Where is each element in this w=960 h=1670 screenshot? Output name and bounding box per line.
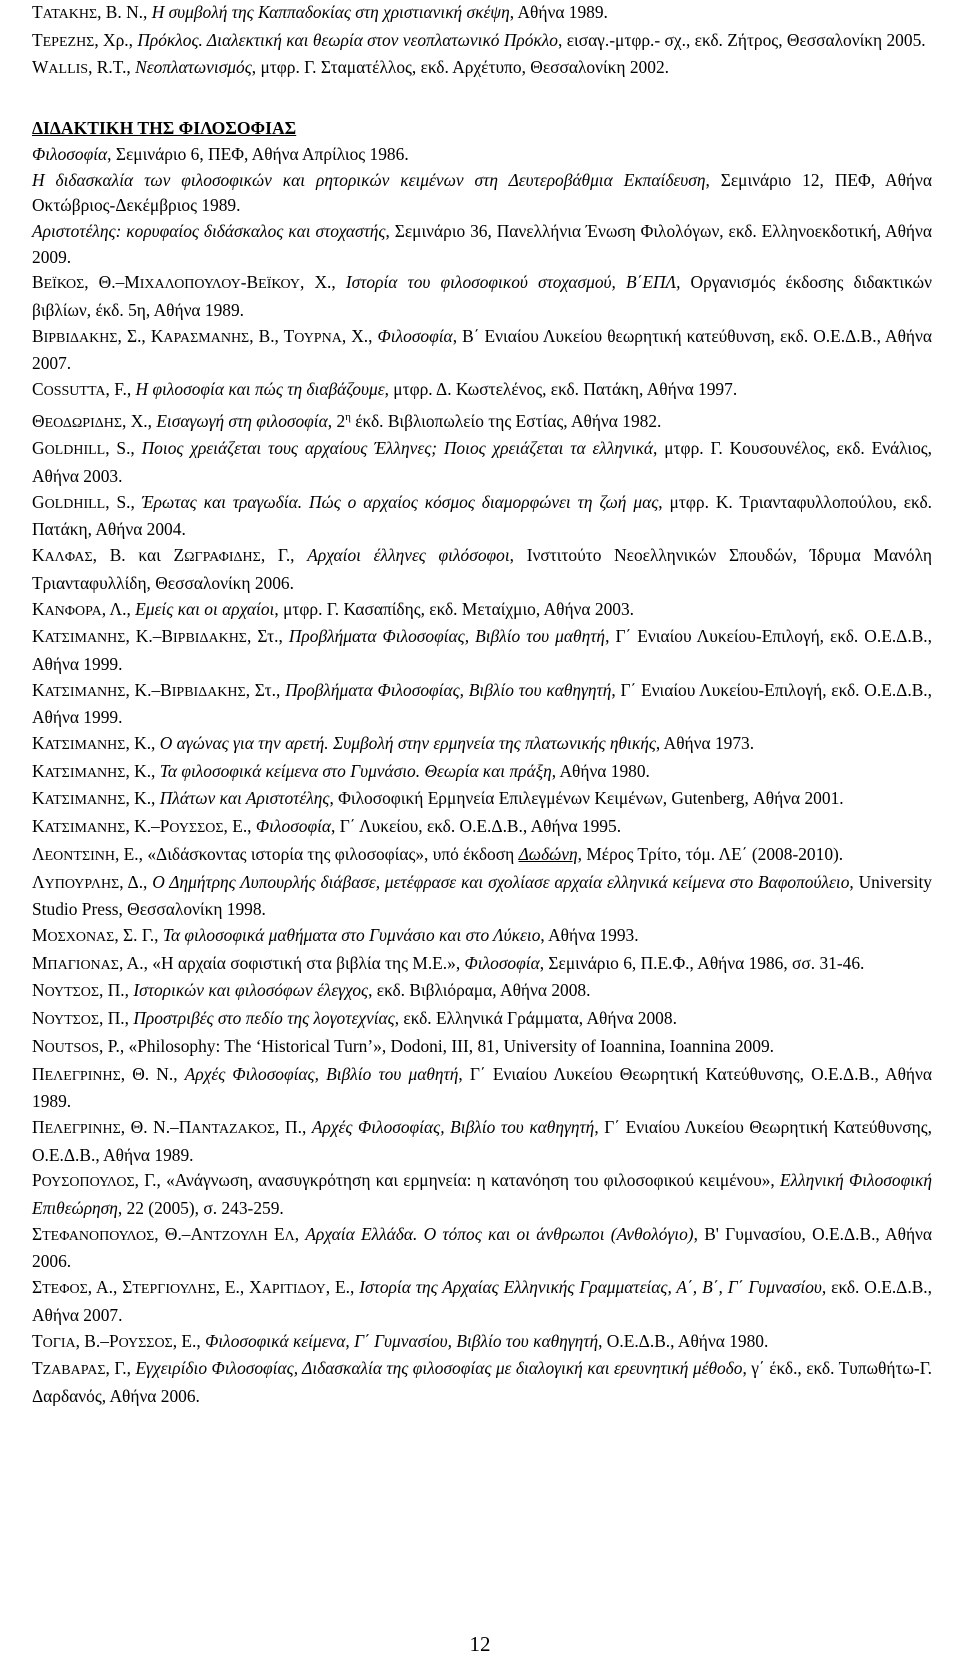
entry-text: Κ <box>32 545 45 566</box>
entry-text: ΑΤΣΙΜΑΝΗΣ <box>44 821 126 837</box>
entry-text: , Λ., <box>101 598 136 619</box>
entry-text: η <box>345 410 351 423</box>
entry-text: , Σεμινάριο 6, Π.Ε.Φ., Αθήνα 1986, σσ. 31-46. <box>539 952 865 973</box>
entry-text: , P., «Philosophy: The ‘Historical Turn’», Dodoni, III, 81, University of Ioannina, Ioannina 2009. <box>99 1035 774 1056</box>
bibliography-entry <box>32 168 932 219</box>
entry-text: Κ <box>32 679 45 700</box>
entry-text: OLDHILL <box>44 443 106 459</box>
bibliography-entry <box>32 28 932 56</box>
entry-text: , Γ΄ Ενιαίου Λυκείου Θεωρητική Κατεύθυνσης, Ο.Ε.Δ.Β., Αθήνα 1989. <box>32 1116 932 1165</box>
entry-text: Κ <box>32 598 45 619</box>
entry-text: ΩΓΡΑΦΙΔΗΣ <box>184 550 261 566</box>
entry-text: Β <box>32 272 44 293</box>
entry-text: ΟΥΤΣΟΣ <box>44 985 100 1001</box>
entry-text: , Ο.Ε.Δ.Β., Αθήνα 1980. <box>598 1330 769 1351</box>
bibliography-list <box>32 142 932 1410</box>
entry-text: Εμείς και οι αρχαίοι <box>135 598 275 619</box>
entry-text: Φιλοσοφία <box>32 143 108 164</box>
entry-text: Ο Δημήτρης Λυπουρλής διάβασε, μετέφρασε και σχολίασε αρχαία ελληνικά κείμενα στο Βαφοπούλειο <box>152 871 850 892</box>
entry-text: , εκδ. Βιβλιόραμα, Αθήνα 2008. <box>368 980 591 1001</box>
entry-text: , Β.–Ρ <box>75 1330 119 1351</box>
entry-text: Δωδώνη <box>518 843 578 864</box>
bibliography-list-top <box>32 0 932 83</box>
entry-text: G <box>32 491 45 512</box>
entry-text: W <box>32 57 49 78</box>
entry-text: Σ <box>32 1223 43 1244</box>
bibliography-entry <box>32 1356 932 1409</box>
entry-text: , R.T., <box>88 57 136 78</box>
entry-text: , Στ., <box>246 626 289 647</box>
entry-text: Λ <box>32 843 45 864</box>
entry-text: Αρχές Φιλοσοφίας, Βιβλίο του καθηγητή <box>311 1116 595 1137</box>
entry-text: , Κ., <box>125 760 160 781</box>
entry-text: , μτφρ. Γ. Κουσουνέλος, εκδ. Ενάλιος, Αθήνα 2003. <box>32 438 932 487</box>
entry-text: , Γ΄ Λυκείου, εκδ. Ο.Ε.Δ.Β., Αθήνα 1995. <box>331 816 622 837</box>
entry-text: Ε <box>267 1223 285 1244</box>
entry-text: Ν <box>32 980 45 1001</box>
entry-text: , Αθήνα 1973. <box>655 733 755 754</box>
bibliography-entry <box>32 490 932 543</box>
entry-text: Φιλοσοφία <box>255 816 332 837</box>
entry-text: Πλάτων και Αριστοτέλης <box>159 788 330 809</box>
bibliography-entry <box>32 1034 932 1062</box>
entry-text: , Χ., <box>341 325 378 346</box>
entry-text: Πρόκλος. Διαλεκτική και θεωρία στον νεοπλατωνικό Πρόκλο <box>137 29 559 50</box>
entry-text: , Σεμινάριο 6, ΠΕΦ, Αθήνα Απρίλιος 1986. <box>107 143 409 164</box>
entry-text: ΙΡΒΙΔΑΚΗΣ <box>171 684 246 700</box>
entry-text: , Π., <box>99 1008 134 1029</box>
entry-text: Ιστορία του φιλοσοφικού στοχασμού, Β΄ΕΠΛ, <box>345 272 681 293</box>
entry-text: Η φιλοσοφία και πώς τη διαβάζουμε <box>135 379 385 400</box>
entry-text: Εγχειρίδιο Φιλοσοφίας, Διδασκαλία της φιλοσοφίας με διαλογική και ερευνητική μέθοδο <box>135 1358 743 1379</box>
entry-text: , Β., Τ <box>249 325 295 346</box>
entry-text: ΕΟΔΩΡΙΔΗΣ <box>44 415 122 431</box>
entry-text: έκδ. Βιβλιοπωλείο της Εστίας, Αθήνα 1982. <box>350 410 662 431</box>
entry-text: , Γ΄ Ενιαίου Λυκείου Θεωρητική Κατεύθυνσης, Ο.Ε.Δ.Β., Αθήνα 1989. <box>32 1063 932 1112</box>
entry-text: , Δ., <box>119 871 153 892</box>
entry-text: Προβλήματα Φιλοσοφίας, Βιβλίο του μαθητή <box>288 626 606 647</box>
entry-text: Μ <box>32 952 48 973</box>
entry-text: ΑΡΙΤΙΔΟΥ <box>261 1282 326 1298</box>
entry-text: , F., <box>105 379 136 400</box>
entry-text: -Β <box>240 272 259 293</box>
entry-text: , Αθήνα 1989. <box>509 2 608 22</box>
entry-text: , Θ.–Α <box>154 1223 204 1244</box>
entry-text: Κ <box>32 816 45 837</box>
bibliography-entry <box>32 1062 932 1115</box>
entry-text: , Γ΄ Ενιαίου Λυκείου-Επιλογή, εκδ. Ο.Ε.Δ.Β., Αθήνα 1999. <box>32 626 932 674</box>
entry-text: ΕΛΕΓΡΙΝΗΣ <box>44 1121 121 1137</box>
bibliography-entry <box>32 543 932 596</box>
entry-text: , Γ., <box>105 1358 136 1379</box>
bibliography-entry <box>32 1168 932 1221</box>
entry-text: ΑΤΑΚΗΣ <box>42 7 98 22</box>
entry-text: Φιλοσοφία <box>377 325 453 346</box>
entry-text: ΕΡΕΖΗΣ <box>42 34 95 50</box>
bibliography-entry <box>32 624 932 677</box>
entry-text: , Β. και Ζ <box>92 545 185 566</box>
entry-text: , 2 <box>327 410 346 431</box>
entry-text: , μτφρ. Γ. Σταματέλλος, εκδ. Αρχέτυπο, Θεσσαλονίκη 2002. <box>251 57 669 78</box>
bibliography-entry <box>32 731 932 759</box>
bibliography-entry <box>32 759 932 787</box>
section-heading: ΔΙΔΑΚΤΙΚΗ ΤΗΣ ΦΙΛΟΣΟΦΙΑΣ <box>32 118 297 139</box>
entry-text: Κ <box>32 788 45 809</box>
entry-text: , εισαγ.-μτφρ.- σχ., εκδ. Ζήτρος, Θεσσαλονίκη 2005. <box>558 29 926 50</box>
entry-text: ΤΕΦΟΣ <box>42 1282 88 1298</box>
entry-text: , Κ.–Β <box>125 679 172 700</box>
entry-text: ΟΥΣΣΟΣ <box>169 821 224 837</box>
entry-text: , Κ., <box>125 788 160 809</box>
bibliography-entry <box>32 1275 932 1328</box>
entry-text: ΖΑΒΑΡΑΣ <box>42 1363 106 1379</box>
bibliography-entry <box>32 1006 932 1034</box>
entry-text: , Σεμινάριο 12, ΠΕΦ, Αθήνα Οκτώβριος-Δεκέμβριος 1989. <box>32 169 932 216</box>
entry-text: , Γ., <box>260 545 308 566</box>
entry-text: , Αθήνα 1980. <box>551 760 650 781</box>
entry-text: , Θ.–Μ <box>84 272 140 293</box>
entry-text: ΟΥΤΣΟΣ <box>44 1013 100 1029</box>
bibliography-entry <box>32 814 932 842</box>
entry-text: Τ <box>32 2 43 22</box>
entry-text: , Αθήνα 1993. <box>540 925 639 945</box>
entry-text: , Γ΄ Ενιαίου Λυκείου-Επιλογή, εκδ. Ο.Ε.Δ.Β., Αθήνα 1999. <box>32 679 932 728</box>
entry-text: , Β. Ν., <box>97 2 152 22</box>
entry-text: , Π., <box>275 1116 312 1137</box>
entry-text: , μτφρ. Κ. Τριανταφυλλοπούλου, εκδ. Πατάκη, Αθήνα 2004. <box>32 491 932 540</box>
entry-text: ΑΡΑΣΜΑΝΗΣ <box>163 330 250 346</box>
entry-text: ΤΕΦΑΝΟΠΟΥΛΟΣ <box>42 1228 155 1244</box>
entry-text: ALLIS <box>48 62 89 78</box>
entry-text: ΥΠΟΥΡΛΗΣ <box>44 876 120 892</box>
entry-text: Θ <box>32 410 45 431</box>
entry-text: ΕΛΕΓΡΙΝΗΣ <box>44 1068 121 1084</box>
entry-text: OUTSOS <box>44 1040 100 1056</box>
entry-text: , Φιλοσοφική Ερμηνεία Επιλεγμένων Κειμένων, Gutenberg, Αθήνα 2001. <box>329 788 844 809</box>
entry-text: , Ε., Χ <box>215 1277 262 1298</box>
bibliography-entry <box>32 55 932 83</box>
entry-text: Αριστοτέλης: κορυφαίος διδάσκαλος και στοχαστής <box>32 220 386 241</box>
entry-text: , Θ. Ν., <box>120 1063 185 1084</box>
entry-text: Κ <box>32 626 45 647</box>
entry-text: Ελληνική Φιλοσοφική Επιθεώρηση <box>32 1170 932 1219</box>
entry-text: Αρχαία Ελλάδα. Ο τόπος και οι άνθρωποι (Ανθολόγιο) <box>305 1223 694 1244</box>
entry-text: , Α., Σ <box>87 1277 133 1298</box>
entry-text: Ιστορικών και φιλοσόφων έλεγχος <box>133 980 369 1001</box>
bibliography-entry <box>32 1222 932 1275</box>
entry-text: Νεοπλατωνισμός <box>135 57 252 78</box>
entry-text: , Σ., Κ <box>117 325 164 346</box>
entry-text: ΕΪΚΟΣ <box>43 277 85 293</box>
entry-text: , εκδ. Ο.Ε.Δ.Β., Αθήνα 2007. <box>32 1277 932 1325</box>
entry-text: , University Studio Press, Θεσσαλονίκη 1998. <box>32 871 932 920</box>
entry-text: Β <box>32 325 44 346</box>
entry-text: , S., <box>105 438 142 459</box>
bibliography-entry <box>32 405 932 437</box>
bibliography-entry <box>32 923 932 951</box>
entry-text: , 22 (2005), σ. 243-259. <box>117 1198 284 1219</box>
entry-text: Ο αγώνας για την αρετή. Συμβολή στην ερμηνεία της πλατωνικής ηθικής <box>159 733 656 754</box>
entry-text: , Ε., <box>223 816 256 837</box>
bibliography-entry <box>32 1115 932 1168</box>
entry-text: Κ <box>32 733 45 754</box>
entry-text: , B' Γυμνασίου, Ο.Ε.Δ.Β., Αθήνα 2006. <box>32 1223 933 1272</box>
entry-text: , εκδ. Ελληνικά Γράμματα, Αθήνα 2008. <box>394 1008 677 1029</box>
entry-text: , Α., «Η αρχαία σοφιστική στα βιβλία της Μ.Ε.», <box>118 952 465 973</box>
entry-text: Π <box>32 1116 45 1137</box>
entry-text: Έρωτας και τραγωδία. Πώς ο αρχαίος κόσμος διαμορφώνει τη ζωή μας <box>141 491 659 512</box>
entry-text: ΠΑΓΙΟΝΑΣ <box>47 957 119 973</box>
entry-text: ΑΤΣΙΜΑΝΗΣ <box>44 765 126 781</box>
entry-text: ΙΡΒΙΔΑΚΗΣ <box>43 330 118 346</box>
entry-text: , Π., <box>99 980 134 1001</box>
entry-text: Μ <box>32 925 48 945</box>
entry-text: Κ <box>32 760 45 781</box>
bibliography-entry <box>32 377 932 405</box>
entry-text: , Χ., <box>300 272 346 293</box>
entry-text: , Ε., <box>172 1330 206 1351</box>
entry-text: Η διδασκαλία των φιλοσοφικών και ρητορικών κειμένων στη Δευτεροβάθμια Εκπαίδευση <box>32 169 706 190</box>
section-gap <box>32 83 932 116</box>
entry-text: Ιστορία της Αρχαίας Ελληνικής Γραμματείας, Α΄, Β΄, Γ΄ Γυμνασίου <box>359 1277 822 1298</box>
entry-text: , Κ., <box>125 733 160 754</box>
entry-text: Σ <box>32 1277 43 1298</box>
bibliography-entry <box>32 324 932 377</box>
entry-text: ΕΟΝΤΣΙΝΗ <box>44 848 115 864</box>
entry-text: Αρχές Φιλοσοφίας, Βιβλίο του μαθητή <box>184 1063 459 1084</box>
entry-text: Προβλήματα Φιλοσοφίας, Βιβλίο του καθηγητή <box>285 679 612 700</box>
entry-text: OSSUTTA <box>43 384 106 400</box>
entry-text: , Στ., <box>245 679 286 700</box>
entry-text: Φιλοσοφία <box>464 952 540 973</box>
bibliography-entry <box>32 0 932 28</box>
entry-text: Ποιος χρειάζεται τους αρχαίους Έλληνες; Ποιος χρειάζεται τα ελληνικά <box>141 438 654 459</box>
entry-text: Αρχαίοι έλληνες φιλόσοφοι <box>307 545 510 566</box>
entry-text: Τα φιλοσοφικά μαθήματα στο Γυμνάσιο και στο Λύκειο <box>162 925 541 945</box>
entry-text: ΑΛΦΑΣ <box>44 550 93 566</box>
entry-text: , S., <box>105 491 142 512</box>
entry-text: ΟΣΧΟΝΑΣ <box>47 930 115 945</box>
entry-text: ΤΕΡΓΙΟΥΛΗΣ <box>132 1282 216 1298</box>
bibliography-entry <box>32 870 932 923</box>
entry-text: , Ε., «Διδάσκοντας ιστορία της φιλοσοφίας», υπό έκδοση <box>114 843 519 864</box>
bibliography-entry <box>32 597 932 625</box>
entry-text: C <box>32 379 44 400</box>
entry-text: , μτφρ. Γ. Κασαπίδης, εκδ. Μεταίχμιο, Αθήνα 2003. <box>274 598 634 619</box>
entry-text: ΟΓΙΑ <box>42 1335 76 1351</box>
entry-text: , γ΄ έκδ., εκδ. Τυπωθήτω-Γ. Δαρδανός, Αθήνα 2006. <box>32 1358 933 1406</box>
bibliography-entry <box>32 786 932 814</box>
entry-text: , Β΄ Ενιαίου Λυκείου θεωρητική κατεύθυνση, εκδ. Ο.Ε.Δ.Β., Αθήνα 2007. <box>32 325 932 374</box>
entry-text: ΟΥΣΟΠΟΥΛΟΣ <box>41 1175 135 1191</box>
entry-text: , Μέρος Τρίτο, τόμ. ΛΕ΄ (2008-2010). <box>577 843 844 864</box>
entry-text: Τα φιλοσοφικά κείμενα στο Γυμνάσιο. Θεωρία και πράξη <box>159 760 552 781</box>
entry-text: Π <box>32 1063 45 1084</box>
entry-text: , Γ., «Ανάγνωση, ανασυγκρότηση και ερμηνεία: η κατανόηση του φιλοσοφικού κειμένου», <box>134 1170 780 1191</box>
entry-text: ΟΥΡΝΑ <box>294 330 342 346</box>
entry-text: ΑΤΣΙΜΑΝΗΣ <box>44 684 126 700</box>
entry-text: , μτφρ. Δ. Κωστελένος, εκδ. Πατάκη, Αθήνα 1997. <box>384 379 738 400</box>
entry-text: Λ <box>32 871 45 892</box>
bibliography-entry <box>32 978 932 1006</box>
entry-text: , <box>294 1223 306 1244</box>
bibliography-entry <box>32 951 932 979</box>
entry-text: Προστριβές στο πεδίο της λογοτεχνίας <box>133 1008 395 1029</box>
entry-text: OLDHILL <box>44 496 106 512</box>
entry-text: , Σ. Γ., <box>114 925 163 945</box>
entry-text: Ν <box>32 1008 45 1029</box>
entry-text: , Θ. Ν.–Π <box>120 1116 192 1137</box>
bibliography-entry <box>32 842 932 870</box>
entry-text: , Ε., <box>325 1277 360 1298</box>
entry-text: ΙΧΑΛΟΠΟΥΛΟΥ <box>139 277 241 293</box>
entry-text: Λ <box>284 1228 295 1244</box>
entry-text: , Χρ., <box>94 29 138 50</box>
entry-text: ΕΪΚΟΥ <box>258 277 301 293</box>
entry-text: , Κ.–Β <box>125 626 174 647</box>
bibliography-entry <box>32 436 932 489</box>
bibliography-entry <box>32 270 932 323</box>
entry-text: Τ <box>32 29 43 50</box>
entry-text: Τ <box>32 1358 43 1379</box>
entry-text: Η συμβολή της Καππαδοκίας στη χριστιανική σκέψη <box>151 2 510 22</box>
entry-text: ΑΝΦΟΡΑ <box>44 603 102 619</box>
entry-text: , Χ., <box>122 410 157 431</box>
entry-text: Εισαγωγή στη φιλοσοφία <box>156 410 328 431</box>
entry-text: ΝΤΖΟΥΛΗ <box>203 1228 268 1244</box>
entry-text: ΑΝΤΑΖΑΚΟΣ <box>191 1121 276 1137</box>
bibliography-entry <box>32 142 932 168</box>
entry-text: ΑΤΣΙΜΑΝΗΣ <box>44 793 126 809</box>
entry-text: Φιλοσοφικά κείμενα, Γ΄ Γυμνασίου, Βιβλίο του καθηγητή <box>205 1330 599 1351</box>
entry-text: Οργανισμός έκδοσης διδακτικών βιβλίων, έκδ. 5η, Αθήνα 1989. <box>32 272 932 321</box>
bibliography-entry <box>32 678 932 731</box>
entry-text: ΑΤΣΙΜΑΝΗΣ <box>44 738 126 754</box>
entry-text: G <box>32 438 45 459</box>
entry-text: , Ινστιτούτο Νεοελληνικών Σπουδών, Ίδρυμα Μανόλη Τριανταφυλλίδη, Θεσσαλονίκη 2006. <box>32 545 932 593</box>
page-number: 12 <box>469 1632 491 1656</box>
entry-text: ΑΤΣΙΜΑΝΗΣ <box>44 631 126 647</box>
entry-text: ΙΡΒΙΔΑΚΗΣ <box>173 631 247 647</box>
entry-text: , Κ.–Ρ <box>125 816 170 837</box>
entry-text: , Σεμινάριο 36, Πανελλήνια Ένωση Φιλολόγων, εκδ. Ελληνοεκδοτική, Αθήνα 2009. <box>32 220 933 267</box>
entry-text: N <box>32 1035 45 1056</box>
entry-text: Τ <box>32 1330 43 1351</box>
bibliography-entry <box>32 1329 932 1357</box>
bibliography-entry <box>32 219 932 270</box>
entry-text: Ρ <box>32 1170 42 1191</box>
entry-text: ΟΥΣΣΟΣ <box>118 1335 173 1351</box>
bibliography-page <box>32 0 932 1410</box>
